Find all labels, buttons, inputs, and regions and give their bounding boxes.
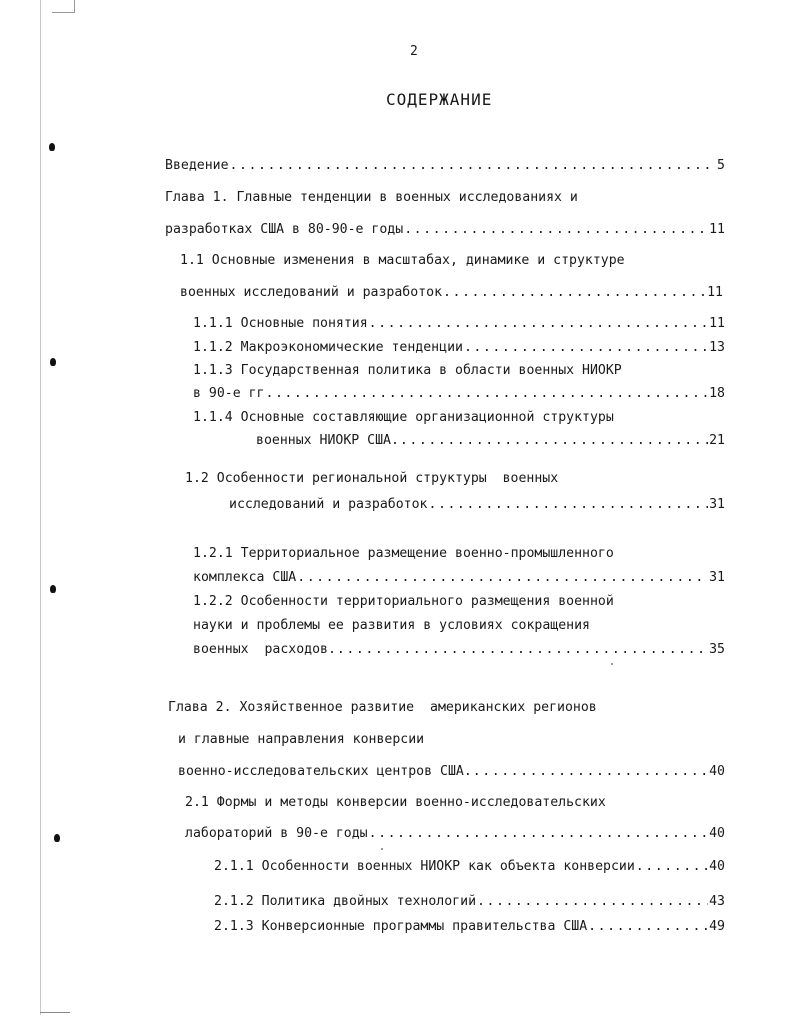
toc-entry-text: лабораторий в 90-е годы xyxy=(185,826,368,841)
dot-leader xyxy=(265,386,708,402)
toc-entry-text: 2.1.2 Политика двойных технологий xyxy=(214,894,477,909)
scan-corner-mark xyxy=(52,0,75,13)
toc-chapter-1-line1: Глава 1. Главные тенденции в военных исследованиях и xyxy=(165,190,578,205)
page-number: 2 xyxy=(410,44,418,59)
dot-leader xyxy=(588,919,708,935)
toc-page-number: 43 xyxy=(709,894,725,909)
toc-page-number: 5 xyxy=(717,158,725,173)
toc-page-number: 49 xyxy=(709,919,725,934)
dot-leader xyxy=(337,642,708,658)
toc-entry-text: военно-исследовательских центров США. xyxy=(178,764,472,779)
toc-page-number: 18 xyxy=(709,386,725,401)
toc-entry-text: 1.1.1 Основные понятия xyxy=(193,316,368,331)
toc-page-number: 40 xyxy=(709,859,725,874)
toc-entry-chapter-2[interactable] xyxy=(178,764,725,780)
toc-page-number: 40 xyxy=(709,826,725,841)
toc-page-number: 35 xyxy=(709,642,725,657)
punch-hole-mark xyxy=(49,143,55,151)
toc-entry-text: 2.1.1 Особенности военных НИОКР как объекта конверсии xyxy=(214,859,635,874)
dot-leader xyxy=(443,285,706,301)
toc-entry-2-1-2[interactable] xyxy=(214,894,725,910)
dot-leader xyxy=(473,764,708,780)
toc-section-2-1-line1: 2.1 Формы и методы конверсии военно-исследовательских xyxy=(185,795,606,810)
toc-section-1-1-line1: 1.1 Основные изменения в масштабах, динамике и структуре xyxy=(180,253,625,268)
dot-leader xyxy=(369,826,708,842)
toc-entry-text: 2.1.3 Конверсионные программы правительства США xyxy=(214,919,588,934)
toc-entry-intro[interactable] xyxy=(165,158,725,174)
toc-entry-text: военных НИОКР США. xyxy=(256,433,399,448)
punch-hole-mark xyxy=(50,585,56,593)
toc-entry-1-1-1[interactable] xyxy=(193,316,725,332)
punch-hole-mark xyxy=(54,834,60,842)
toc-entry-1-1-3[interactable] xyxy=(193,386,725,402)
toc-page-number: 21 xyxy=(709,433,725,448)
toc-entry-section-2-1[interactable] xyxy=(185,826,725,842)
toc-section-1-1-3-line1: 1.1.3 Государственная политика в области военных НИОКР xyxy=(193,363,622,378)
toc-entry-text: Введение xyxy=(165,158,229,173)
binding-edge xyxy=(40,0,41,1015)
dot-leader xyxy=(477,894,708,910)
dot-leader xyxy=(636,859,708,875)
toc-page-number: 11 xyxy=(709,316,725,331)
page-title: СОДЕРЖАНИЕ xyxy=(386,90,493,109)
toc-entry-2-1-1[interactable] xyxy=(214,859,725,875)
dot-leader xyxy=(230,158,717,174)
toc-entry-2-1-3[interactable] xyxy=(214,919,725,935)
toc-section-1-2-2-line1: 1.2.2 Особенности территориального размещения военной xyxy=(193,594,614,609)
toc-entry-1-2-1[interactable] xyxy=(193,570,725,586)
scan-speck xyxy=(611,663,613,665)
toc-chapter-2-line2: и главные направления конверсии xyxy=(178,732,425,747)
punch-hole-mark xyxy=(50,358,56,366)
toc-entry-1-1-2[interactable] xyxy=(193,340,725,356)
scan-speck xyxy=(381,848,383,850)
toc-entry-text: военных расходов. xyxy=(193,642,336,657)
toc-entry-text: комплекса США xyxy=(193,570,297,585)
toc-section-1-1-4-line1: 1.1.4 Основные составляющие организационной структуры xyxy=(193,410,614,425)
toc-entry-text: исследований и разработок xyxy=(229,497,428,512)
toc-entry-text: разработках США в 80-90-е годы xyxy=(165,222,404,237)
dot-leader xyxy=(297,570,708,586)
toc-entry-1-1-4[interactable] xyxy=(256,433,725,449)
toc-section-1-2-line1: 1.2 Особенности региональной структуры военных xyxy=(185,471,559,486)
dot-leader xyxy=(400,433,708,449)
dot-leader xyxy=(404,222,708,238)
dot-leader xyxy=(429,497,709,513)
dot-leader xyxy=(369,316,708,332)
toc-page-number: 31 xyxy=(709,497,725,512)
toc-entry-text: 1.1.2 Макроэкономические тенденции xyxy=(193,340,463,355)
toc-section-1-2-1-line1: 1.2.1 Территориальное размещение военно-промышленного xyxy=(193,546,614,561)
toc-entry-1-2-2[interactable] xyxy=(193,642,725,658)
toc-entry-text: в 90-е гг xyxy=(193,386,265,401)
toc-entry-section-1-1[interactable] xyxy=(180,285,723,301)
toc-entry-text: военных исследований и разработок xyxy=(180,285,443,300)
scan-bottom-mark xyxy=(40,1012,70,1013)
toc-page-number: 40 xyxy=(709,764,725,779)
toc-chapter-2-line1: Глава 2. Хозяйственное развитие американских регионов xyxy=(168,700,597,715)
toc-page-number: 11 xyxy=(707,285,723,300)
toc-page-number: 31 xyxy=(709,570,725,585)
toc-page-number: 11 xyxy=(709,222,725,237)
dot-leader xyxy=(464,340,708,356)
toc-section-1-2-2-line2: науки и проблемы ее развития в условиях сокращения xyxy=(193,618,590,633)
toc-entry-section-1-2[interactable] xyxy=(229,497,725,513)
toc-entry-chapter-1[interactable] xyxy=(165,222,725,238)
toc-page-number: 13 xyxy=(709,340,725,355)
